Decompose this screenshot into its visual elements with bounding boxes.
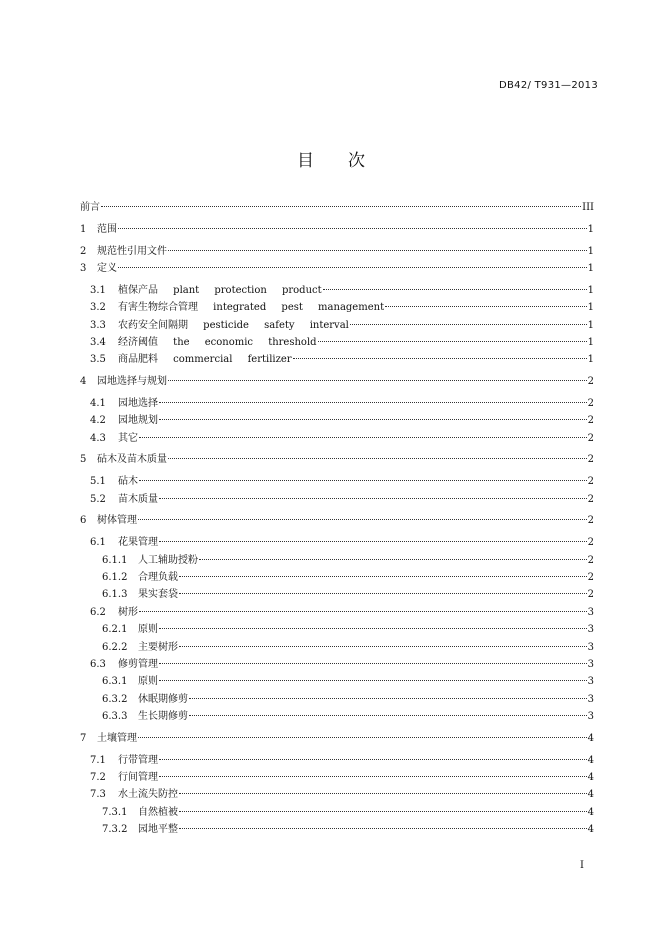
toc-entry[interactable] — [80, 373, 594, 390]
toc-entry-number: 7.3.1 — [102, 806, 128, 818]
toc-entry[interactable] — [80, 752, 594, 769]
toc-dot-leader — [385, 305, 587, 307]
toc-entry-title: 行间管理 — [118, 772, 158, 784]
toc-entry-number: 6.2 — [90, 606, 106, 618]
toc-dot-leader — [159, 418, 587, 420]
toc-entry-number: 7.3 — [90, 789, 106, 801]
toc-entry-page: 2 — [587, 376, 594, 388]
toc-entry-number: 6 — [80, 515, 87, 527]
toc-entry-page: 2 — [587, 415, 594, 427]
toc-entry[interactable] — [80, 221, 594, 238]
toc-entry-page: 3 — [587, 711, 594, 723]
toc-entry-number: 1 — [80, 223, 87, 235]
toc-entry-page: 1 — [587, 245, 594, 257]
toc-entry-number: 4.3 — [90, 432, 106, 444]
toc-entry-title: 有害生物综合管理 integrated pest management — [118, 302, 385, 314]
toc-entry-number: 5.2 — [90, 493, 106, 505]
toc-entry-title: 定义 — [97, 262, 117, 274]
toc-entry-title: 园地选择与规划 — [97, 376, 167, 388]
toc-entry-page: 2 — [587, 515, 594, 527]
page-number: I — [580, 860, 584, 871]
toc-entry[interactable] — [80, 260, 594, 277]
toc-entry[interactable] — [80, 769, 594, 786]
toc-entry-title: 园地平整 — [138, 824, 178, 836]
toc-dot-leader — [159, 679, 587, 681]
toc-entry-number: 6.2.1 — [102, 624, 128, 636]
toc-entry[interactable] — [80, 604, 594, 621]
toc-entry-number: 3.2 — [90, 302, 106, 314]
toc-entry-title: 砧木 — [118, 476, 138, 488]
toc-dot-leader — [179, 810, 587, 812]
toc-entry-number: 4.1 — [90, 397, 106, 409]
toc-entry-page: 2 — [587, 589, 594, 601]
toc-entry-number: 6.1.1 — [102, 554, 128, 566]
toc-entry-number: 5.1 — [90, 476, 106, 488]
toc-entry-page: 1 — [587, 354, 594, 366]
toc-entry[interactable] — [80, 491, 594, 508]
toc-dot-leader — [159, 627, 587, 629]
toc-entry-title: 主要树形 — [138, 641, 178, 653]
toc-entry[interactable] — [80, 199, 594, 216]
toc-entry-number: 6.3 — [90, 658, 106, 670]
toc-dot-leader — [118, 266, 587, 268]
toc-dot-leader — [179, 827, 587, 829]
toc-entry-title: 人工辅助授粉 — [138, 554, 198, 566]
toc-entry-page: 2 — [587, 571, 594, 583]
toc-entry-number: 6.3.1 — [102, 676, 128, 688]
toc-dot-leader — [168, 249, 587, 251]
toc-entry-number: 4 — [80, 376, 87, 388]
toc-dot-leader — [159, 775, 587, 777]
toc-entry[interactable] — [80, 243, 594, 260]
toc-entry[interactable] — [80, 804, 594, 821]
toc-entry-page: 2 — [587, 397, 594, 409]
toc-entry-number: 3.4 — [90, 336, 106, 348]
toc-entry-page: 1 — [587, 336, 594, 348]
toc-entry-title: 修剪管理 — [118, 658, 158, 670]
toc-entry-page: 2 — [587, 537, 594, 549]
toc-entry-title: 合理负载 — [138, 571, 178, 583]
toc-entry-number: 3.5 — [90, 354, 106, 366]
toc-dot-leader — [101, 205, 581, 207]
toc-entry-number: 7 — [80, 732, 87, 744]
toc-entry-page: 2 — [587, 493, 594, 505]
toc-entry-page: 2 — [587, 432, 594, 444]
toc-entry-number: 6.1 — [90, 537, 106, 549]
toc-entry-title: 其它 — [118, 432, 138, 444]
toc-dot-leader — [318, 340, 587, 342]
toc-entry-title: 苗木质量 — [118, 493, 158, 505]
toc-entry-number: 2 — [80, 245, 87, 257]
toc-entry-page: 4 — [587, 789, 594, 801]
toc-entry[interactable] — [80, 569, 594, 586]
toc-entry-title: 前言 — [80, 202, 100, 213]
toc-entry[interactable] — [80, 586, 594, 603]
toc-dot-leader — [159, 662, 587, 664]
toc-entry[interactable] — [80, 351, 594, 368]
toc-entry-title: 范围 — [97, 223, 117, 235]
toc-dot-leader — [138, 736, 587, 738]
toc-entry-title: 规范性引用文件 — [97, 245, 167, 257]
toc-entry-title: 休眠期修剪 — [138, 693, 188, 705]
toc-entry-page: 1 — [587, 262, 594, 274]
toc-entry[interactable] — [80, 552, 594, 569]
toc-dot-leader — [159, 497, 587, 499]
toc-entry[interactable] — [80, 282, 594, 299]
toc-entry-page: 3 — [587, 624, 594, 636]
table-of-contents — [80, 199, 594, 839]
toc-entry-title: 果实套袋 — [138, 589, 178, 601]
toc-entry[interactable] — [80, 512, 594, 529]
toc-dot-leader — [199, 558, 587, 560]
toc-entry-number: 3.1 — [90, 284, 106, 296]
toc-entry-number: 6.2.2 — [102, 641, 128, 653]
toc-dot-leader — [139, 610, 587, 612]
toc-entry-title: 自然植被 — [138, 806, 178, 818]
toc-entry[interactable] — [80, 299, 594, 316]
toc-entry-number: 7.3.2 — [102, 824, 128, 836]
toc-entry-page: 3 — [587, 606, 594, 618]
toc-entry[interactable] — [80, 317, 594, 334]
toc-dot-leader — [138, 518, 587, 520]
toc-dot-leader — [189, 697, 587, 699]
toc-entry-page: 2 — [587, 454, 594, 466]
toc-entry[interactable] — [80, 639, 594, 656]
toc-dot-leader — [159, 401, 587, 403]
toc-dot-leader — [179, 575, 587, 577]
toc-dot-leader — [168, 457, 587, 459]
toc-dot-leader — [179, 645, 587, 647]
toc-dot-leader — [179, 792, 587, 794]
toc-entry-page: 3 — [587, 676, 594, 688]
toc-dot-leader — [139, 436, 587, 438]
toc-dot-leader — [323, 288, 587, 290]
toc-entry-title: 树形 — [118, 606, 138, 618]
toc-entry-page: 4 — [587, 824, 594, 836]
toc-entry-page: 1 — [587, 223, 594, 235]
toc-entry-number: 6.1.2 — [102, 571, 128, 583]
toc-entry[interactable] — [80, 691, 594, 708]
toc-entry-page: 2 — [587, 554, 594, 566]
toc-entry-number: 7.1 — [90, 754, 106, 766]
toc-entry-number: 6.1.3 — [102, 589, 128, 601]
toc-entry-page: 2 — [587, 476, 594, 488]
toc-entry-title: 树体管理 — [97, 515, 137, 527]
toc-dot-leader — [293, 357, 587, 359]
toc-entry-page: 3 — [587, 693, 594, 705]
toc-dot-leader — [139, 479, 587, 481]
toc-entry-number: 3.3 — [90, 319, 106, 331]
document-code: DB42/ T931—2013 — [499, 80, 598, 91]
toc-entry[interactable] — [80, 656, 594, 673]
toc-entry-title: 生长期修剪 — [138, 711, 188, 723]
toc-entry[interactable] — [80, 621, 594, 638]
toc-entry-page: 4 — [587, 754, 594, 766]
toc-entry-number: 7.2 — [90, 772, 106, 784]
toc-entry[interactable] — [80, 473, 594, 490]
toc-entry-number: 3 — [80, 262, 87, 274]
toc-entry[interactable] — [80, 730, 594, 747]
toc-entry-page: 4 — [587, 806, 594, 818]
toc-entry[interactable] — [80, 673, 594, 690]
page-title: 目次 — [297, 151, 399, 171]
toc-entry[interactable] — [80, 451, 594, 468]
toc-entry[interactable] — [80, 534, 594, 551]
toc-entry-page: 1 — [587, 302, 594, 314]
toc-entry-title: 农药安全间隔期 pesticide safety interval — [118, 319, 349, 331]
toc-dot-leader — [168, 379, 587, 381]
toc-entry[interactable] — [80, 395, 594, 412]
toc-entry-title: 原则 — [138, 676, 158, 688]
toc-entry[interactable] — [80, 708, 594, 725]
toc-entry-title: 植保产品 plant protection product — [118, 284, 322, 296]
toc-dot-leader — [159, 758, 587, 760]
toc-dot-leader — [350, 323, 587, 325]
toc-entry-page: 4 — [587, 772, 594, 784]
toc-entry-title: 园地选择 — [118, 397, 158, 409]
toc-entry-title: 水土流失防控 — [118, 789, 178, 801]
toc-entry-title: 原则 — [138, 624, 158, 636]
toc-dot-leader — [118, 227, 587, 229]
toc-entry-title: 土壤管理 — [97, 732, 137, 744]
toc-entry-title: 商品肥料 commercial fertilizer — [118, 354, 292, 366]
toc-dot-leader — [159, 540, 587, 542]
toc-entry-number: 5 — [80, 454, 87, 466]
toc-entry-page: 4 — [587, 732, 594, 744]
toc-entry[interactable] — [80, 821, 594, 838]
toc-entry-title: 经济阈值 the economic threshold — [118, 336, 317, 348]
toc-entry-number: 6.3.3 — [102, 711, 128, 723]
toc-entry[interactable] — [80, 430, 594, 447]
toc-entry[interactable] — [80, 786, 594, 803]
toc-entry-page: III — [582, 202, 594, 213]
toc-entry-page: 3 — [587, 658, 594, 670]
toc-entry-page: 1 — [587, 284, 594, 296]
toc-entry[interactable] — [80, 334, 594, 351]
toc-dot-leader — [179, 592, 587, 594]
toc-entry-title: 花果管理 — [118, 537, 158, 549]
toc-entry-title: 砧木及苗木质量 — [97, 454, 167, 466]
toc-entry-page: 1 — [587, 319, 594, 331]
toc-entry-title: 行带管理 — [118, 754, 158, 766]
toc-entry-page: 3 — [587, 641, 594, 653]
toc-entry-number: 4.2 — [90, 415, 106, 427]
toc-entry-number: 6.3.2 — [102, 693, 128, 705]
toc-dot-leader — [189, 714, 587, 716]
toc-entry-title: 园地规划 — [118, 415, 158, 427]
toc-entry[interactable] — [80, 412, 594, 429]
